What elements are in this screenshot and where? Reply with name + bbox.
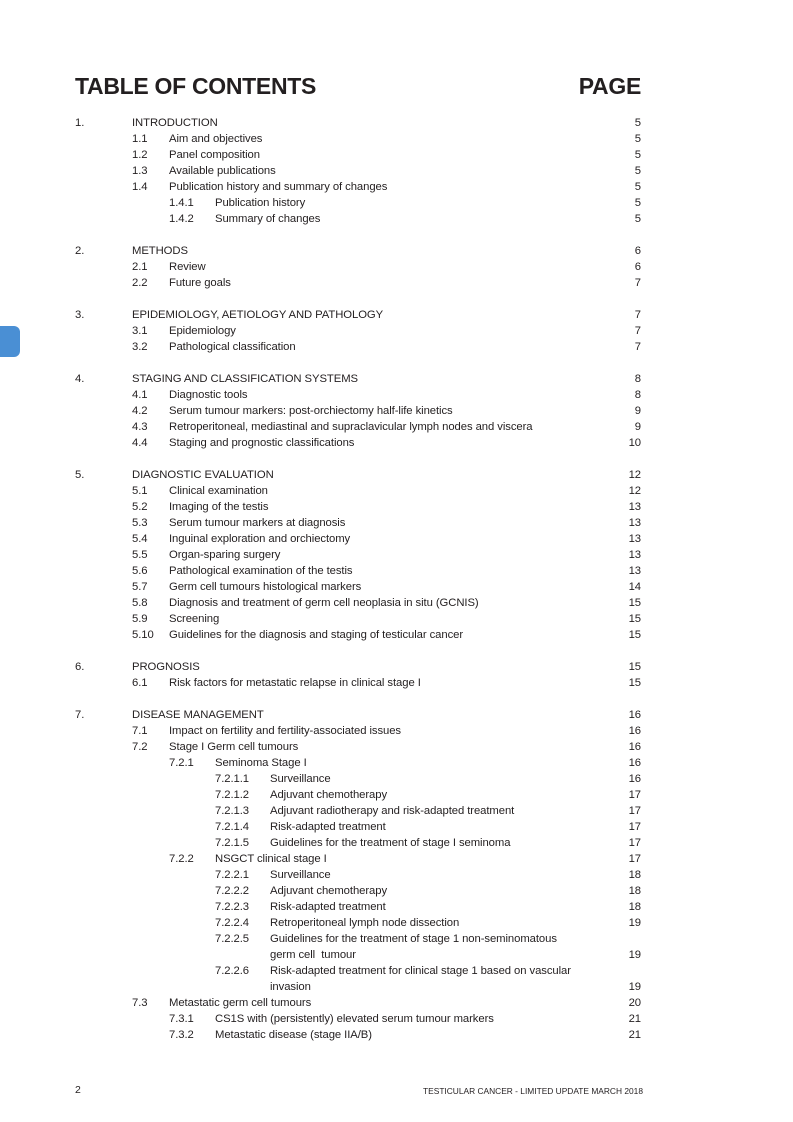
toc-entry-number: 1.4.1 — [169, 197, 194, 209]
toc-entry-1[interactable] — [0, 115, 793, 131]
toc-entry-number: 1.4 — [132, 181, 148, 193]
toc-entry-page: 13 — [628, 533, 641, 545]
toc-entry-number: 7.2.1.2 — [215, 789, 249, 801]
toc-entry-title: Risk-adapted treatment for clinical stage 1 based on vascular — [270, 965, 571, 977]
toc-entry-title: Panel composition — [169, 149, 260, 161]
toc-entry-page: 15 — [628, 661, 641, 673]
toc-entry-7-2-2[interactable] — [0, 851, 793, 867]
toc-entry-number: 4.1 — [132, 389, 148, 401]
toc-entry-number: 1.4.2 — [169, 213, 194, 225]
toc-entry-number: 7.3.2 — [169, 1029, 194, 1041]
toc-entry-title: METHODS — [132, 245, 188, 257]
toc-entry-7-2-1[interactable] — [0, 755, 793, 771]
toc-entry-page: 16 — [628, 757, 641, 769]
toc-entry-number: 1.2 — [132, 149, 148, 161]
toc-entry-title: INTRODUCTION — [132, 117, 218, 129]
toc-entry-number: 7.2.1.1 — [215, 773, 249, 785]
toc-entry-title: Imaging of the testis — [169, 501, 269, 513]
toc-entry-number: 3.1 — [132, 325, 148, 337]
toc-entry-number: 5.3 — [132, 517, 148, 529]
toc-entry-5-1[interactable] — [0, 483, 793, 499]
toc-entry-title: Diagnosis and treatment of germ cell neoplasia in situ (GCNIS) — [169, 597, 479, 609]
toc-entry-page: 21 — [628, 1013, 641, 1025]
toc-entry-title: Epidemiology — [169, 325, 236, 337]
toc-entry-number: 5.9 — [132, 613, 148, 625]
toc-entry-page: 19 — [628, 981, 641, 993]
toc-entry-3[interactable] — [0, 307, 793, 323]
toc-entry-title: Metastatic germ cell tumours — [169, 997, 312, 1009]
toc-entry-title: Risk-adapted treatment — [270, 901, 386, 913]
toc-entry-page: 16 — [628, 709, 641, 721]
toc-entry-number: 2.1 — [132, 261, 148, 273]
toc-entry-3-2[interactable] — [0, 339, 793, 355]
toc-entry-2[interactable] — [0, 243, 793, 259]
toc-entry-title: Guidelines for the treatment of stage 1 non-seminomatous — [270, 933, 557, 945]
toc-entry-number: 4.4 — [132, 437, 148, 449]
toc-entry-title: Surveillance — [270, 773, 331, 785]
toc-entry-page: 12 — [628, 485, 641, 497]
toc-entry-page: 16 — [628, 773, 641, 785]
toc-section — [0, 371, 793, 451]
toc-entry-7-3-2[interactable] — [0, 1027, 793, 1043]
toc-entry-title: Serum tumour markers: post-orchiectomy half-life kinetics — [169, 405, 453, 417]
toc-entry-number: 1.1 — [132, 133, 148, 145]
toc-entry-title: Pathological classification — [169, 341, 296, 353]
toc-entry-4-1[interactable] — [0, 387, 793, 403]
toc-entry-5-10[interactable] — [0, 627, 793, 643]
toc-entry-page: 12 — [628, 469, 641, 481]
toc-entry-number: 5.1 — [132, 485, 148, 497]
toc-entry-title: Publication history and summary of changes — [169, 181, 388, 193]
toc-entry-page: 18 — [628, 869, 641, 881]
toc-entry-title: Review — [169, 261, 206, 273]
toc-entry-title: Screening — [169, 613, 220, 625]
toc-entry-page: 7 — [634, 277, 641, 289]
toc-entry-title: Diagnostic tools — [169, 389, 248, 401]
toc-entry-number: 7.3.1 — [169, 1013, 194, 1025]
toc-entry-1-4-2[interactable] — [0, 211, 793, 227]
toc-entry-title: Future goals — [169, 277, 231, 289]
toc-entry-title: Surveillance — [270, 869, 331, 881]
page-column-heading: PAGE — [578, 73, 641, 99]
toc-entry-title: Adjuvant chemotherapy — [270, 789, 388, 801]
toc-entry-number: 5.7 — [132, 581, 148, 593]
toc-entry-5-4[interactable] — [0, 531, 793, 547]
toc-entry-page: 6 — [634, 261, 641, 273]
toc-entry-title: Guidelines for the treatment of stage I seminoma — [270, 837, 511, 849]
toc-entry-title: Germ cell tumours histological markers — [169, 581, 362, 593]
toc-entry-2-2[interactable] — [0, 275, 793, 291]
toc-entry-1-4[interactable] — [0, 179, 793, 195]
toc-entry-number: 5.6 — [132, 565, 148, 577]
toc-entry-page: 20 — [628, 997, 641, 1009]
toc-entry-number: 7.2.1 — [169, 757, 194, 769]
toc-entry-5[interactable] — [0, 467, 793, 483]
toc-entry-7[interactable] — [0, 707, 793, 723]
toc-entry-page: 5 — [634, 213, 641, 225]
toc-entry-number: 4.2 — [132, 405, 148, 417]
toc-entry-number: 7.2.1.5 — [215, 837, 249, 849]
toc-entry-page: 19 — [628, 917, 641, 929]
toc-entry-page: 5 — [634, 149, 641, 161]
toc-entry-7-2-1-3[interactable] — [0, 803, 793, 819]
toc-entry-title: Retroperitoneal, mediastinal and supraclavicular lymph nodes and viscera — [169, 421, 533, 433]
toc-entry-title: Clinical examination — [169, 485, 268, 497]
toc-entry-2-1[interactable] — [0, 259, 793, 275]
toc-entry-number: 7.2.2.4 — [215, 917, 249, 929]
toc-entry-title: Guidelines for the diagnosis and staging of testicular cancer — [169, 629, 464, 641]
toc-entry-page: 5 — [634, 133, 641, 145]
toc-entry-title: Staging and prognostic classifications — [169, 437, 355, 449]
toc-entry-7-2-2-1[interactable] — [0, 867, 793, 883]
toc-entry-number: 3.2 — [132, 341, 148, 353]
toc-entry-title-continued: germ cell tumour — [270, 949, 356, 961]
toc-entry-number: 5.10 — [132, 629, 154, 641]
toc-entry-5-5[interactable] — [0, 547, 793, 563]
toc-entry-page: 17 — [628, 853, 641, 865]
toc-entry-number: 2. — [75, 245, 85, 257]
toc-entry-number: 5. — [75, 469, 85, 481]
toc-entry-7-2-2-3[interactable] — [0, 899, 793, 915]
toc-section — [0, 467, 793, 643]
toc-entry-title: Risk-adapted treatment — [270, 821, 386, 833]
toc-entry-7-2[interactable] — [0, 739, 793, 755]
toc-entry-number: 3. — [75, 309, 85, 321]
toc-entry-page: 17 — [628, 789, 641, 801]
toc-entry-page: 6 — [634, 245, 641, 257]
toc-entry-title: CS1S with (persistently) elevated serum tumour markers — [215, 1013, 494, 1025]
toc-entry-page: 8 — [634, 373, 641, 385]
toc-entry-page: 16 — [628, 725, 641, 737]
toc-entry-5-2[interactable] — [0, 499, 793, 515]
running-footer-title: TESTICULAR CANCER - LIMITED UPDATE MARCH 2018 — [423, 1086, 643, 1096]
toc-entry-title: Serum tumour markers at diagnosis — [169, 517, 346, 529]
toc-entry-page: 9 — [634, 405, 641, 417]
toc-section — [0, 115, 793, 227]
toc-entry-page: 15 — [628, 613, 641, 625]
toc-entry-title-continued: invasion — [270, 981, 311, 993]
toc-entry-title: Risk factors for metastatic relapse in clinical stage I — [169, 677, 421, 689]
toc-entry-title: Adjuvant chemotherapy — [270, 885, 388, 897]
toc-entry-number: 7.2.2.5 — [215, 933, 249, 945]
toc-entry-page: 5 — [634, 197, 641, 209]
toc-entry-number: 7.2.1.3 — [215, 805, 249, 817]
toc-entry-title: Inguinal exploration and orchiectomy — [169, 533, 351, 545]
toc-entry-number: 7.3 — [132, 997, 148, 1009]
toc-entry-number: 7.2.2.6 — [215, 965, 249, 977]
toc-entry-number: 7. — [75, 709, 85, 721]
toc-entry-7-2-1-4[interactable] — [0, 819, 793, 835]
toc-entry-title: Publication history — [215, 197, 306, 209]
toc-entry-number: 6. — [75, 661, 85, 673]
toc-entry-number: 5.4 — [132, 533, 148, 545]
toc-entry-7-3[interactable] — [0, 995, 793, 1011]
toc-entry-title: Pathological examination of the testis — [169, 565, 353, 577]
toc-entry-page: 13 — [628, 565, 641, 577]
toc-entry-page: 19 — [628, 949, 641, 961]
toc-entry-page: 21 — [628, 1029, 641, 1041]
toc-entry-number: 2.2 — [132, 277, 148, 289]
toc-entry-page: 17 — [628, 821, 641, 833]
toc-entry-number: 7.2.2 — [169, 853, 194, 865]
toc-entry-page: 10 — [628, 437, 641, 449]
toc-entry-7-3-1[interactable] — [0, 1011, 793, 1027]
toc-section — [0, 707, 793, 1043]
toc-entry-page: 16 — [628, 741, 641, 753]
toc-entry-5-6[interactable] — [0, 563, 793, 579]
toc-entry-1-2[interactable] — [0, 147, 793, 163]
toc-entry-page: 17 — [628, 805, 641, 817]
toc-entry-number: 7.2.2.3 — [215, 901, 249, 913]
toc-entry-page: 13 — [628, 517, 641, 529]
toc-entry-title: Metastatic disease (stage IIA/B) — [215, 1029, 372, 1041]
toc-entry-title: Organ-sparing surgery — [169, 549, 281, 561]
toc-entry-page: 7 — [634, 309, 641, 321]
toc-entry-page: 15 — [628, 677, 641, 689]
toc-entry-7-2-2-5[interactable] — [0, 931, 793, 963]
toc-entry-5-3[interactable] — [0, 515, 793, 531]
toc-entry-7-2-1-1[interactable] — [0, 771, 793, 787]
toc-entry-title: Retroperitoneal lymph node dissection — [270, 917, 460, 929]
toc-entry-6[interactable] — [0, 659, 793, 675]
toc-entry-number: 7.1 — [132, 725, 148, 737]
toc-entry-number: 7.2.2.2 — [215, 885, 249, 897]
toc-entry-7-2-2-6[interactable] — [0, 963, 793, 995]
toc-entry-title: Seminoma Stage I — [215, 757, 307, 769]
toc-entry-7-2-1-5[interactable] — [0, 835, 793, 851]
toc-entry-1-1[interactable] — [0, 131, 793, 147]
toc-entry-5-9[interactable] — [0, 611, 793, 627]
toc-entry-page: 5 — [634, 165, 641, 177]
toc-entry-number: 4. — [75, 373, 85, 385]
toc-entry-4-4[interactable] — [0, 435, 793, 451]
toc-entry-page: 13 — [628, 501, 641, 513]
page-number: 2 — [75, 1084, 81, 1096]
toc-entry-title: DISEASE MANAGEMENT — [132, 709, 264, 721]
toc-entry-title: PROGNOSIS — [132, 661, 200, 673]
toc-section — [0, 659, 793, 691]
toc-entry-page: 7 — [634, 341, 641, 353]
toc-entry-number: 7.2.2.1 — [215, 869, 249, 881]
toc-entry-page: 5 — [634, 117, 641, 129]
toc-entry-6-1[interactable] — [0, 675, 793, 691]
toc-entry-7-2-2-4[interactable] — [0, 915, 793, 931]
toc-entry-number: 5.2 — [132, 501, 148, 513]
toc-entry-5-7[interactable] — [0, 579, 793, 595]
toc-entry-5-8[interactable] — [0, 595, 793, 611]
toc-entry-7-2-1-2[interactable] — [0, 787, 793, 803]
toc-entry-number: 7.2.1.4 — [215, 821, 249, 833]
toc-entry-page: 14 — [628, 581, 641, 593]
toc-entry-title: Aim and objectives — [169, 133, 263, 145]
toc-entry-title: Impact on fertility and fertility-associated issues — [169, 725, 401, 737]
toc-entry-page: 15 — [628, 629, 641, 641]
toc-section — [0, 243, 793, 291]
toc-entry-number: 7.2 — [132, 741, 148, 753]
toc-entry-title: Stage I Germ cell tumours — [169, 741, 299, 753]
toc-entry-7-2-2-2[interactable] — [0, 883, 793, 899]
toc-entry-page: 18 — [628, 885, 641, 897]
toc-entry-page: 17 — [628, 837, 641, 849]
toc-entry-number: 4.3 — [132, 421, 148, 433]
toc-entry-number: 5.5 — [132, 549, 148, 561]
toc-entry-title: Summary of changes — [215, 213, 321, 225]
toc-entry-4-2[interactable] — [0, 403, 793, 419]
toc-entry-7-1[interactable] — [0, 723, 793, 739]
toc-entry-title: DIAGNOSTIC EVALUATION — [132, 469, 274, 481]
toc-entry-4-3[interactable] — [0, 419, 793, 435]
toc-entry-title: NSGCT clinical stage I — [215, 853, 327, 865]
toc-entry-1-3[interactable] — [0, 163, 793, 179]
table-of-contents — [0, 115, 793, 1043]
toc-entry-page: 15 — [628, 597, 641, 609]
toc-entry-page: 13 — [628, 549, 641, 561]
toc-entry-4[interactable] — [0, 371, 793, 387]
toc-entry-1-4-1[interactable] — [0, 195, 793, 211]
toc-entry-page: 9 — [634, 421, 641, 433]
toc-entry-title: Adjuvant radiotherapy and risk-adapted treatment — [270, 805, 515, 817]
toc-entry-number: 6.1 — [132, 677, 148, 689]
page-title: TABLE OF CONTENTS — [75, 73, 317, 99]
toc-entry-number: 1.3 — [132, 165, 148, 177]
toc-entry-number: 1. — [75, 117, 85, 129]
toc-entry-number: 5.8 — [132, 597, 148, 609]
toc-entry-3-1[interactable] — [0, 323, 793, 339]
toc-entry-page: 8 — [634, 389, 641, 401]
toc-entry-page: 5 — [634, 181, 641, 193]
toc-entry-page: 18 — [628, 901, 641, 913]
toc-section — [0, 307, 793, 355]
toc-entry-title: EPIDEMIOLOGY, AETIOLOGY AND PATHOLOGY — [132, 309, 384, 321]
toc-entry-title: STAGING AND CLASSIFICATION SYSTEMS — [132, 373, 358, 385]
toc-entry-title: Available publications — [169, 165, 276, 177]
toc-entry-page: 7 — [634, 325, 641, 337]
